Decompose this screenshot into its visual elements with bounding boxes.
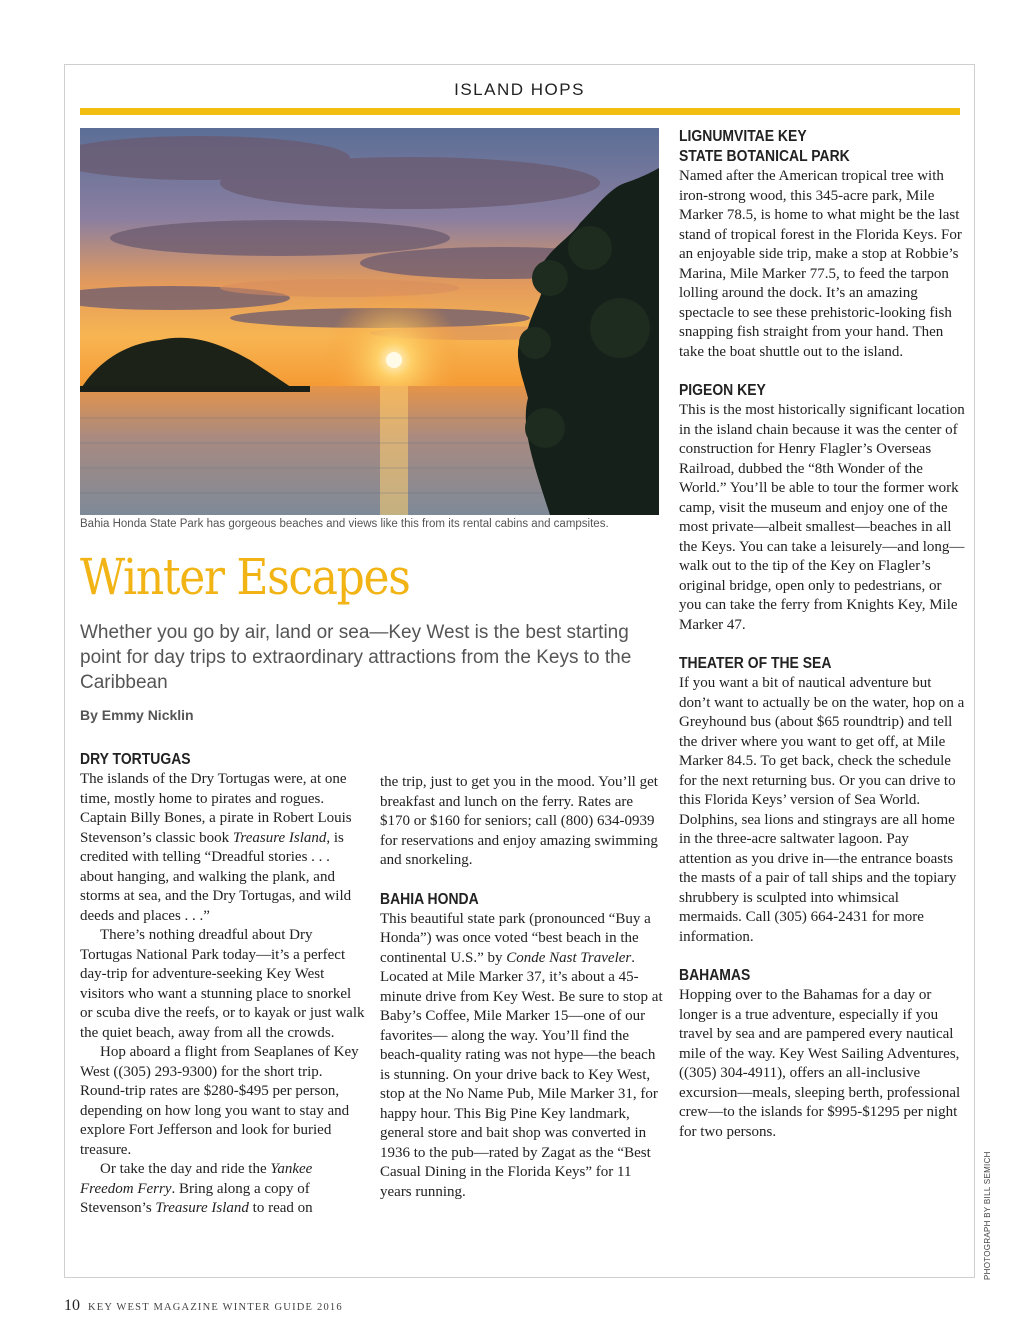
dry-tortugas-paragraph-4: Or take the day and ride the Yankee Freedom Ferry. Bring along a copy of Stevenson’s Treasure Island to read on — [80, 1161, 313, 1216]
bahamas-paragraph: Hopping over to the Bahamas for a day or longer is a true adventure, especially if you travel by sea and are pampered every nautical mile of the way. Key West Sailing Adventures, ((305) 304-4911), offers an all-inclusive excursion—meals, sleeping berth, professional crew—to the islands for $995-$1295 per night for two persons. — [679, 987, 961, 1140]
byline: By Emmy Nicklin — [80, 707, 194, 723]
article-title: Winter Escapes — [80, 548, 410, 606]
column-middle — [380, 773, 666, 1202]
publication-name: KEY WEST MAGAZINE WINTER GUIDE 2016 — [88, 1302, 343, 1313]
bahia-honda-paragraph: This beautiful state park (pronounced “Buy a Honda”) was once voted “best beach in the continental U.S.” by Conde Nast Traveler. Located at Mile Marker 37, it’s about a 45-minute drive from Key West. Be sure to stop at Baby’s Coffee, Mile Marker 15—one of our favorites— along the way. You’ll find the beach-quality rating was not hype—the beach is stunning. On your drive back to Key West, stop at the No Name Pub, Mile Marker 31, for happy hour. This Big Pine Key landmark, general store and bait shop was converted in 1936 to the pub—rated by Zagat as the “Best Casual Dining in the Florida Keys” for 11 years running. — [380, 910, 663, 1200]
column-left — [80, 750, 366, 1219]
column-right — [679, 127, 965, 1142]
lignumvitae-heading-line-2: STATE BOTANICAL PARK — [679, 148, 850, 165]
pigeon-key-heading: PIGEON KEY — [679, 382, 766, 399]
section-label: ISLAND HOPS — [454, 80, 585, 99]
photo-credit: PHOTOGRAPH BY BILL SEMICH — [983, 1151, 992, 1280]
dry-tortugas-heading: DRY TORTUGAS — [80, 751, 191, 768]
pigeon-key-paragraph: This is the most historically significant location in the island chain because it was the center of construction for Henry Flagler’s Overseas Railroad, dubbed the “8th Wonder of the World.” You’ll be able to tour the former work camp, visit the museum and enjoy one of the most private—albeit smallest—beaches in all the Keys. You can take a leisurely—and long—walk out to the tip of the Key on Flagler’s original bridge, open only to pedestrians, or you can take the ferry from Knights Key, Mile Marker 47. — [679, 402, 965, 633]
dry-tortugas-paragraph-3: Hop aboard a flight from Seaplanes of Key West ((305) 293-9300) for the short trip. Round-trip rates are $280-$495 per person, depending on how long you want to stay and explore Fort Jefferson and look for buried treasure. — [80, 1044, 359, 1158]
dry-tortugas-paragraph-2: There’s nothing dreadful about Dry Tortugas National Park today—it’s a perfect day-trip for adventure-seeking Key West visitors who want a stunning place to snorkel or scuba dive the reefs, or to kayak or just walk the quiet beach, away from all the crowds. — [80, 927, 365, 1041]
article-dek: Whether you go by air, land or sea—Key West is the best starting point for day trips to extraordinary attractions from the Keys to the Caribbean — [80, 622, 632, 693]
lignumvitae-paragraph: Named after the American tropical tree with iron-strong wood, this 345-acre park, Mile Marker 78.5, is home to what might be the last stand of tropical forest in the Florida Keys. For an enjoyable side trip, make a stop at Robbie’s Marina, Mile Marker 77.5, to feed the tarpon lolling around the dock. It’s an amazing spectacle to see these prehistoric-looking fish snapping fish straight from your hand. Then take the boat shuttle out to the island. — [679, 168, 962, 360]
header-rule — [80, 108, 960, 115]
theater-of-the-sea-paragraph: If you want a bit of nautical adventure but don’t want to actually be on the water, hop on a Greyhound bus (about $65 roundtrip) and tell the driver where you want to get off, at Mile Marker 84.5. To get back, check the schedule for the next returning bus. Or you can drive to this Florida Keys’ version of Sea World. Dolphins, sea lions and stingrays are all home in the three-acre saltwater lagoon. Pay attention as you drive in—the entrance boasts the masts of a pair of tall ships and the topiary shrubbery is sculpted into whimsical mermaids. Call (305) 664-2431 for more information. — [679, 675, 965, 945]
photo-caption: Bahia Honda State Park has gorgeous beaches and views like this from its rental cabins and campsites. — [80, 518, 609, 530]
dry-tortugas-paragraph-4-continued: the trip, just to get you in the mood. You’ll get breakfast and lunch on the ferry. Rates are $170 or $160 for seniors; call (800) 634-0939 for reservations and enjoy amazing swimming and snorkeling. — [380, 774, 658, 868]
lignumvitae-heading-line-1: LIGNUMVITAE KEY — [679, 128, 807, 145]
bahamas-heading: BAHAMAS — [679, 967, 751, 984]
theater-of-the-sea-heading: THEATER OF THE SEA — [679, 655, 832, 672]
page-number: 10 — [64, 1297, 80, 1314]
page-footer — [64, 1297, 343, 1315]
dry-tortugas-paragraph-1: The islands of the Dry Tortugas were, at one time, mostly home to pirates and rogues. Captain Billy Bones, a pirate in Robert Louis Stevenson’s classic book Treasure Island, is credited with telling “Dreadful stories . . . about hanging, and walking the plank, and storms at sea, and the Dry Tortugas, and wild deeds and places . . .” — [80, 771, 352, 924]
sunset-photo — [80, 128, 659, 515]
bahia-honda-heading: BAHIA HONDA — [380, 890, 479, 908]
